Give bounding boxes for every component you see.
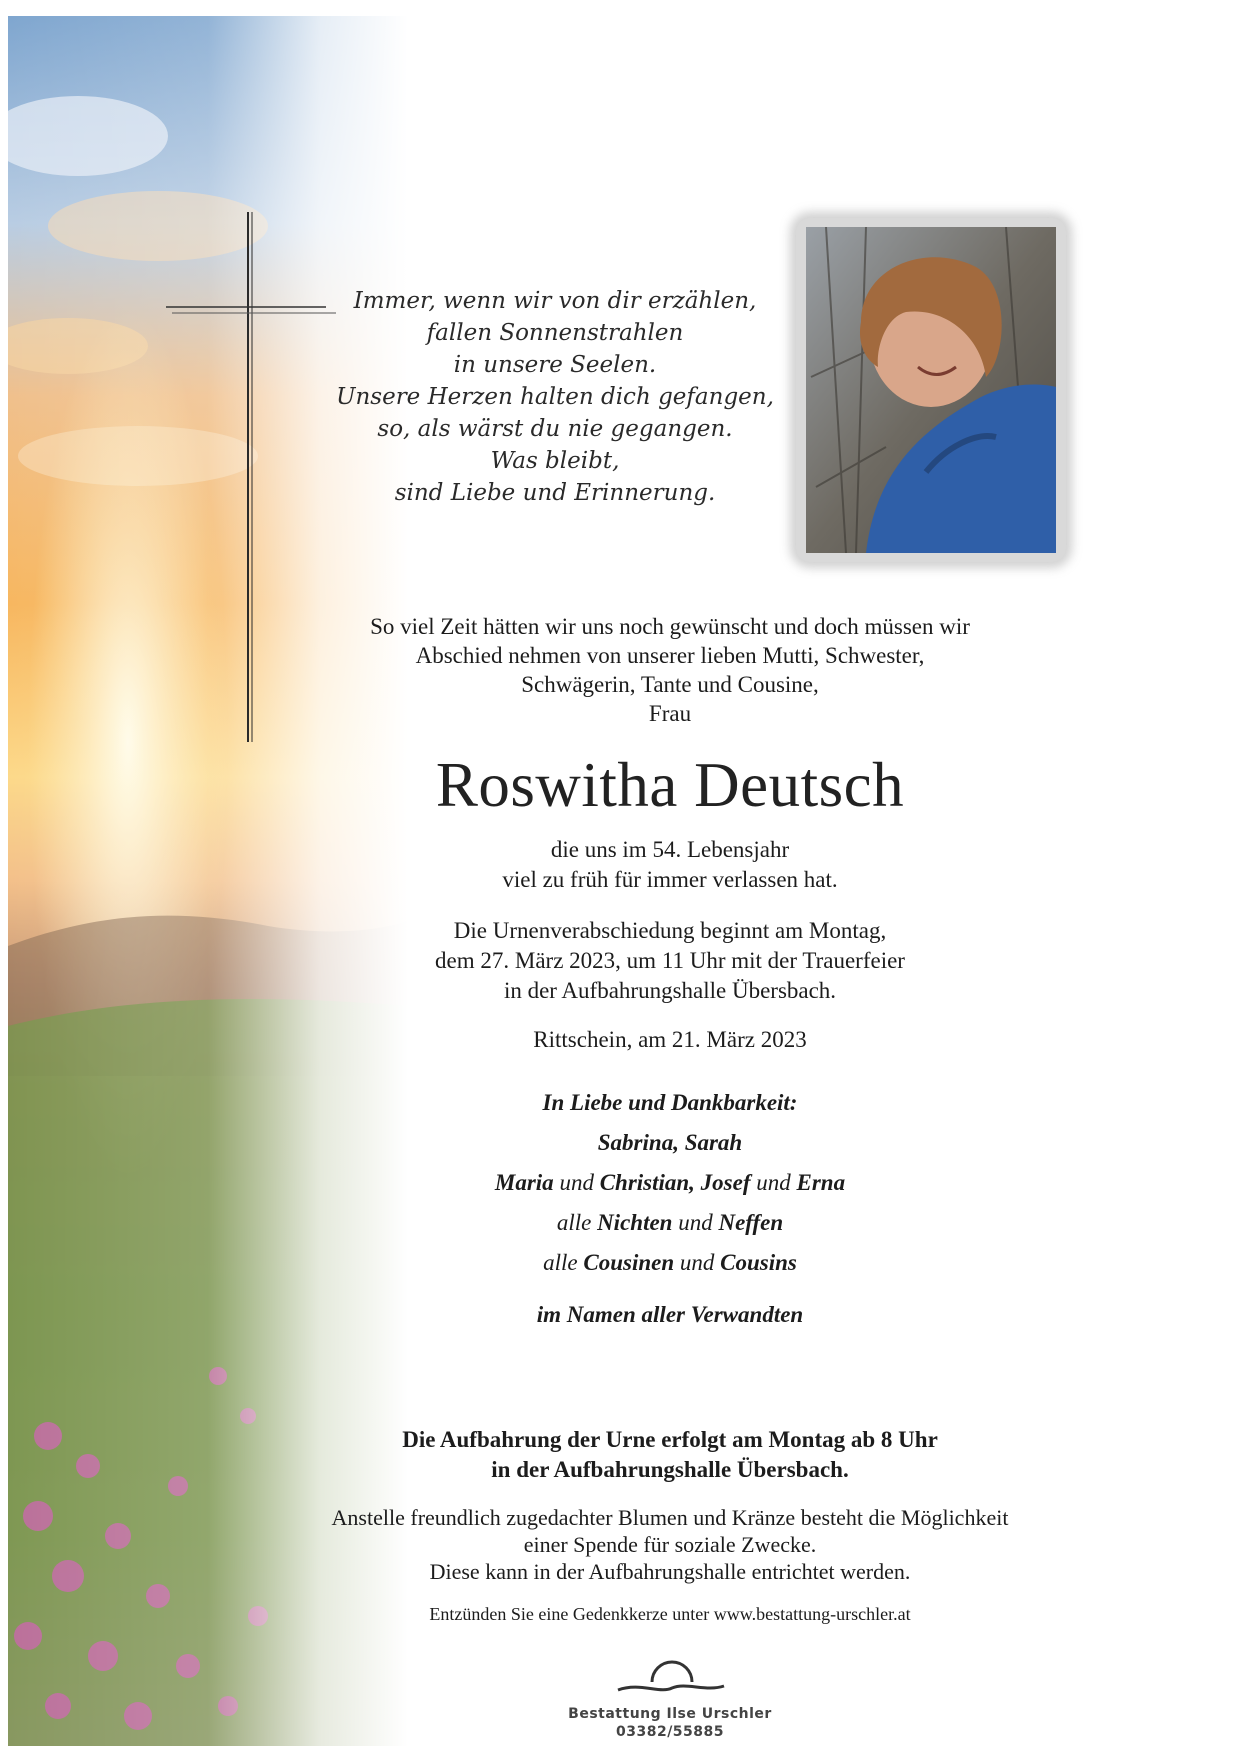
family-name: Christian, Josef: [599, 1170, 751, 1195]
funeral-line: Die Urnenverabschiedung beginnt am Montag,: [453, 918, 887, 943]
poem-line: so, als wärst du nie gegangen.: [377, 416, 733, 442]
family-line: [280, 1203, 1060, 1243]
lying-line: in der Aufbahrungshalle Übersbach.: [491, 1457, 849, 1482]
family-name: Nichten: [597, 1210, 673, 1235]
undertaker-phone: 03382/55885: [615, 1724, 725, 1740]
intro-line: Schwägerin, Tante und Cousine,: [521, 672, 819, 697]
poem-line: Was bleibt,: [490, 448, 620, 474]
intro-line: So viel Zeit hätten wir uns noch gewünscht und doch müssen wir: [370, 614, 970, 639]
poem-line: in unsere Seelen.: [453, 352, 657, 378]
poem-line: sind Liebe und Erinnerung.: [394, 480, 716, 506]
family-name: Cousins: [720, 1250, 797, 1275]
family-connector: und: [750, 1170, 797, 1195]
sun-horizon-logo-icon: [610, 1648, 730, 1700]
donation-line: einer Spende für soziale Zwecke.: [523, 1532, 817, 1557]
funeral-info: [280, 916, 1060, 1006]
lying-line: Die Aufbahrung der Urne erfolgt am Montag ab 8 Uhr: [402, 1427, 938, 1452]
place-date: Rittschein, am 21. März 2023: [533, 1027, 807, 1052]
poem-line: Unsere Herzen halten dich gefangen,: [336, 384, 774, 410]
donation-line: Anstelle freundlich zugedachter Blumen und Kränze besteht die Möglichkeit: [331, 1505, 1009, 1530]
poem-line: fallen Sonnenstrahlen: [426, 320, 684, 346]
family-connector: und: [672, 1210, 719, 1235]
family-connector: alle: [543, 1250, 584, 1275]
intro-line: Frau: [648, 701, 692, 726]
donation-line: Diese kann in der Aufbahrungshalle entrichtet werden.: [429, 1559, 911, 1584]
intro-text: [280, 612, 1060, 728]
poem-line: Immer, wenn wir von dir erzählen,: [353, 288, 757, 314]
portrait-photo: [806, 227, 1056, 553]
deceased-name: Roswitha Deutsch: [435, 750, 905, 820]
undertaker-logo: [540, 1648, 800, 1741]
family-name: Erna: [796, 1170, 846, 1195]
portrait-photo-frame: [796, 218, 1066, 562]
family-name: Maria: [494, 1170, 554, 1195]
memorial-candle-note: Entzünden Sie eine Gedenkkerze unter www.bestattung-urschler.at: [429, 1604, 911, 1624]
family-closing: im Namen aller Verwandten: [536, 1302, 804, 1327]
family-line: [280, 1163, 1060, 1203]
family-name: Neffen: [718, 1210, 784, 1235]
family-line: [280, 1243, 1060, 1283]
age-text: [280, 835, 1060, 895]
family-name: Cousinen: [583, 1250, 675, 1275]
donation-info: [280, 1504, 1060, 1585]
age-line: viel zu früh für immer verlassen hat.: [502, 867, 838, 892]
undertaker-name: Bestattung Ilse Urschler: [568, 1706, 772, 1722]
funeral-line: in der Aufbahrungshalle Übersbach.: [503, 978, 837, 1003]
family-connector: und: [553, 1170, 600, 1195]
lying-in-state-info: [280, 1425, 1060, 1485]
family-connector: und: [674, 1250, 721, 1275]
family-heading: In Liebe und Dankbarkeit:: [542, 1090, 798, 1115]
poem: [330, 285, 780, 509]
family-line: Sabrina, Sarah: [597, 1130, 743, 1155]
family-block: [280, 1083, 1060, 1335]
intro-line: Abschied nehmen von unserer lieben Mutti, Schwester,: [415, 643, 925, 668]
age-line: die uns im 54. Lebensjahr: [550, 837, 790, 862]
funeral-line: dem 27. März 2023, um 11 Uhr mit der Trauerfeier: [435, 948, 905, 973]
family-connector: alle: [556, 1210, 598, 1235]
